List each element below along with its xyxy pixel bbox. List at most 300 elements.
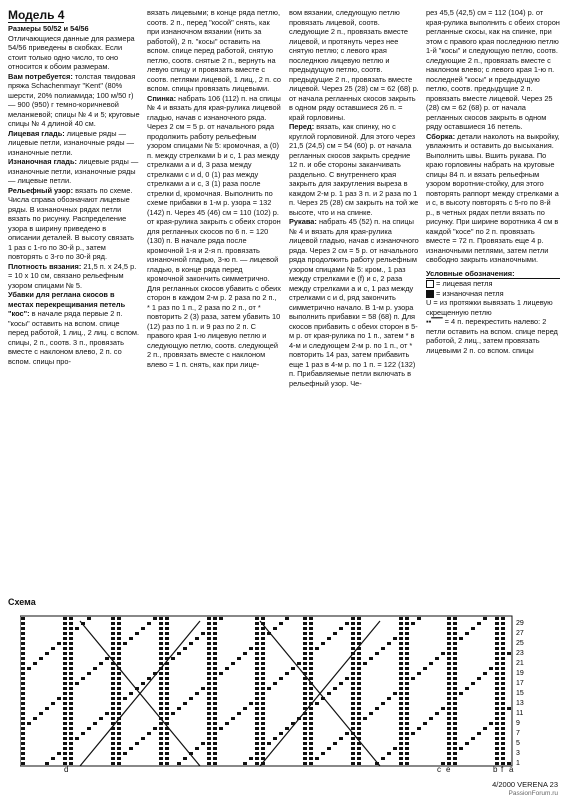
sizes-heading: Размеры 50/52 и 54/56: [8, 24, 89, 33]
purl-cell: [261, 747, 265, 750]
purl-cell: [255, 627, 259, 630]
purl-cell: [351, 757, 355, 760]
purl-cell: [213, 727, 217, 730]
purl-cell: [411, 622, 415, 625]
purl-cell: [225, 722, 229, 725]
purl-cell: [327, 747, 331, 750]
purl-cell: [261, 737, 265, 740]
purl-cell: [99, 717, 103, 720]
purl-cell: [429, 717, 433, 720]
purl-cell: [399, 627, 403, 630]
purl-cell: [453, 717, 457, 720]
purl-cell: [261, 707, 265, 710]
purl-cell: [351, 637, 355, 640]
purl-cell: [207, 747, 211, 750]
purl-cell: [195, 692, 199, 695]
purl-cell: [165, 632, 169, 635]
purl-cell: [261, 667, 265, 670]
purl-cell: [291, 667, 295, 670]
purl-cell: [165, 697, 169, 700]
purl-cell: [117, 727, 121, 730]
purl-cell: [495, 637, 499, 640]
purl-cell: [273, 737, 277, 740]
purl-cell: [213, 712, 217, 715]
row-number: 3: [516, 750, 520, 757]
purl-cell: [477, 622, 481, 625]
purl-cell: [69, 737, 73, 740]
purl-cell: [453, 617, 457, 620]
purl-cell: [21, 742, 25, 745]
purl-cell: [303, 652, 307, 655]
purl-cell: [207, 622, 211, 625]
purl-cell: [165, 642, 169, 645]
purl-cell: [447, 717, 451, 720]
purl-cell: [129, 637, 133, 640]
purl-cell: [111, 687, 115, 690]
purl-cell: [21, 692, 25, 695]
purl-cell: [69, 682, 73, 685]
purl-cell: [159, 672, 163, 675]
purl-cell: [357, 637, 361, 640]
purl-cell: [315, 647, 319, 650]
issue-label: 4/2000 VERENA: [492, 780, 548, 789]
purl-cell: [21, 717, 25, 720]
purl-cell: [357, 667, 361, 670]
purl-cell: [453, 752, 457, 755]
purl-cell: [165, 677, 169, 680]
purl-cell: [141, 737, 145, 740]
purl-cell: [213, 682, 217, 685]
purl-cell: [213, 637, 217, 640]
purl-cell: [111, 672, 115, 675]
purl-cell: [495, 747, 499, 750]
purl-cell: [357, 757, 361, 760]
purl-cell: [459, 692, 463, 695]
purl-cell: [405, 712, 409, 715]
purl-cell: [351, 632, 355, 635]
purl-cell: [405, 627, 409, 630]
purl-cell: [453, 677, 457, 680]
purl-cell: [369, 657, 373, 660]
purl-cell: [357, 687, 361, 690]
purl-cell: [111, 732, 115, 735]
purl-cell: [75, 682, 79, 685]
purl-cell: [501, 742, 505, 745]
purl-cell: [213, 647, 217, 650]
purl-cell: [69, 652, 73, 655]
purl-cell: [63, 667, 67, 670]
purl-cell: [207, 702, 211, 705]
row-number: 5: [516, 740, 520, 747]
purl-cell: [393, 637, 397, 640]
purl-cell: [507, 707, 511, 710]
purl-cell: [207, 762, 211, 765]
purl-cell: [309, 617, 313, 620]
purl-cell: [87, 617, 91, 620]
purl-cell: [117, 757, 121, 760]
purl-cell: [237, 657, 241, 660]
purl-cell: [261, 702, 265, 705]
purl-cell: [165, 747, 169, 750]
knit-stitch-icon: [426, 280, 434, 288]
purl-cell: [117, 762, 121, 765]
purl-cell: [453, 662, 457, 665]
purl-cell: [447, 652, 451, 655]
purl-cell: [501, 702, 505, 705]
purl-cell: [255, 637, 259, 640]
purl-cell: [411, 677, 415, 680]
purl-cell: [495, 712, 499, 715]
purl-cell: [165, 627, 169, 630]
purl-cell: [453, 622, 457, 625]
purl-cell: [255, 707, 259, 710]
purl-cell: [303, 667, 307, 670]
purl-cell: [267, 687, 271, 690]
purl-cell: [309, 667, 313, 670]
purl-cell: [279, 677, 283, 680]
purl-cell: [339, 682, 343, 685]
purl-cell: [45, 707, 49, 710]
purl-cell: [111, 757, 115, 760]
purl-cell: [495, 627, 499, 630]
purl-cell: [501, 722, 505, 725]
purl-cell: [309, 747, 313, 750]
purl-cell: [447, 692, 451, 695]
purl-cell: [399, 682, 403, 685]
purl-cell: [63, 687, 67, 690]
purl-cell: [351, 687, 355, 690]
purl-cell: [447, 622, 451, 625]
purl-cell: [213, 617, 217, 620]
purl-cell: [447, 642, 451, 645]
purl-cell: [399, 712, 403, 715]
purl-cell: [315, 757, 319, 760]
purl-cell: [489, 667, 493, 670]
purl-cell: [495, 677, 499, 680]
purl-cell: [21, 647, 25, 650]
purl-cell: [141, 682, 145, 685]
purl-cell: [207, 752, 211, 755]
purl-cell: [399, 677, 403, 680]
purl-cell: [69, 642, 73, 645]
purl-cell: [399, 717, 403, 720]
purl-cell: [363, 717, 367, 720]
purl-cell: [351, 672, 355, 675]
purl-cell: [309, 627, 313, 630]
purl-cell: [21, 727, 25, 730]
purl-cell: [501, 662, 505, 665]
purl-cell: [111, 717, 115, 720]
purl-cell: [399, 702, 403, 705]
purl-cell: [255, 757, 259, 760]
purl-cell: [351, 617, 355, 620]
purl-cell: [159, 757, 163, 760]
purl-cell: [21, 637, 25, 640]
column-1: [8, 8, 140, 366]
purl-cell: [87, 727, 91, 730]
purl-cell: [303, 692, 307, 695]
purl-cell: [501, 677, 505, 680]
purl-cell: [165, 667, 169, 670]
purl-cell: [405, 672, 409, 675]
model-title: Модель 4: [8, 8, 65, 22]
purl-cell: [159, 702, 163, 705]
purl-cell: [69, 722, 73, 725]
purl-cell: [501, 752, 505, 755]
purl-cell: [255, 632, 259, 635]
purl-cell: [183, 647, 187, 650]
purl-cell: [213, 692, 217, 695]
purl-cell: [111, 692, 115, 695]
purl-cell: [69, 677, 73, 680]
purl-cell: [213, 697, 217, 700]
purl-cell: [255, 672, 259, 675]
purl-cell: [357, 697, 361, 700]
purl-cell: [357, 707, 361, 710]
purl-cell: [141, 627, 145, 630]
purl-cell: [501, 692, 505, 695]
purl-cell: [255, 657, 259, 660]
purl-cell: [405, 687, 409, 690]
purl-cell: [447, 727, 451, 730]
purl-cell: [351, 677, 355, 680]
purl-cell: [399, 637, 403, 640]
purl-cell: [63, 717, 67, 720]
row-number: 21: [516, 660, 524, 667]
purl-cell: [285, 727, 289, 730]
purl-cell: [165, 687, 169, 690]
purl-cell: [453, 727, 457, 730]
purl-cell: [495, 732, 499, 735]
purl-cell: [69, 647, 73, 650]
purl-cell: [201, 632, 205, 635]
purl-cell: [111, 642, 115, 645]
purl-cell: [231, 717, 235, 720]
purl-cell: [159, 657, 163, 660]
purl-cell: [351, 702, 355, 705]
purl-cell: [495, 657, 499, 660]
purl-cell: [351, 717, 355, 720]
row-number: 13: [516, 700, 524, 707]
purl-cell: [483, 617, 487, 620]
purl-cell: [147, 677, 151, 680]
purl-cell: [459, 747, 463, 750]
purl-cell: [117, 712, 121, 715]
purl-cell: [405, 737, 409, 740]
purl-cell: [309, 697, 313, 700]
purl-cell: [357, 617, 361, 620]
purl-cell: [213, 752, 217, 755]
purl-cell: [309, 672, 313, 675]
purl-cell: [309, 737, 313, 740]
purl-cell: [45, 652, 49, 655]
purl-cell: [63, 727, 67, 730]
purl-cell: [117, 647, 121, 650]
purl-cell: [303, 662, 307, 665]
purl-cell: [213, 757, 217, 760]
purl-cell: [213, 657, 217, 660]
purl-cell: [303, 617, 307, 620]
purl-cell: [447, 732, 451, 735]
purl-cell: [51, 702, 55, 705]
purl-cell: [309, 732, 313, 735]
arrow-label-f: f: [501, 765, 504, 774]
purl-cell: [447, 737, 451, 740]
purl-cell: [321, 642, 325, 645]
purl-cell: [189, 697, 193, 700]
purl-cell: [69, 667, 73, 670]
row-number: 9: [516, 720, 520, 727]
purl-cell: [117, 642, 121, 645]
purl-cell: [117, 732, 121, 735]
purl-cell: [51, 647, 55, 650]
arrow-label-c: c: [437, 765, 441, 774]
purl-cell: [399, 667, 403, 670]
purl-cell: [63, 662, 67, 665]
purl-cell: [207, 652, 211, 655]
purl-cell: [111, 667, 115, 670]
purl-cell: [117, 692, 121, 695]
purl-cell: [351, 682, 355, 685]
purl-cell: [159, 662, 163, 665]
purl-cell: [21, 762, 25, 765]
purl-cell: [261, 712, 265, 715]
row-number: 27: [516, 630, 524, 637]
purl-cell: [159, 622, 163, 625]
purl-cell: [21, 707, 25, 710]
purl-cell: [357, 622, 361, 625]
purl-cell: [285, 672, 289, 675]
purl-cell: [399, 737, 403, 740]
purl-cell: [453, 697, 457, 700]
purl-cell: [399, 642, 403, 645]
purl-cell: [147, 732, 151, 735]
relief-heading: Рельефный узор:: [8, 185, 74, 195]
purl-cell: [129, 747, 133, 750]
purl-cell: [303, 717, 307, 720]
purl-cell: [243, 762, 247, 765]
purl-cell: [495, 722, 499, 725]
purl-cell: [105, 712, 109, 715]
purl-cell: [225, 667, 229, 670]
purl-cell: [447, 647, 451, 650]
purl-cell: [75, 737, 79, 740]
purl-cell: [501, 727, 505, 730]
purl-cell: [261, 682, 265, 685]
purl-cell: [207, 712, 211, 715]
purl-cell: [435, 657, 439, 660]
purl-cell: [117, 622, 121, 625]
purl-cell: [405, 727, 409, 730]
purl-cell: [255, 752, 259, 755]
purl-cell: [339, 737, 343, 740]
purl-cell: [213, 747, 217, 750]
relief-text: вязать по схеме. Числа справа обозначают лицевые ряды. В изнаночных рядах петли вязать по рисунку. Распределение узора в ширину приведено в описании деталей. В высоту связать 1 раз с 1-го по 30-й р., затем повторять с 3-го по 30-й ряд.: [8, 185, 134, 261]
purl-cell: [159, 747, 163, 750]
purl-cell: [495, 702, 499, 705]
purl-cell: [309, 762, 313, 765]
purl-cell: [405, 732, 409, 735]
purl-cell: [495, 647, 499, 650]
row-number: 23: [516, 650, 524, 657]
purl-cell: [411, 732, 415, 735]
purl-cell: [303, 632, 307, 635]
purl-cell: [405, 622, 409, 625]
purl-cell: [375, 707, 379, 710]
purl-cell: [255, 697, 259, 700]
purl-cell: [417, 672, 421, 675]
purl-cell: [207, 642, 211, 645]
purl-cell: [387, 752, 391, 755]
purl-cell: [267, 742, 271, 745]
purl-cell: [111, 707, 115, 710]
purl-cell: [207, 672, 211, 675]
purl-cell: [357, 712, 361, 715]
purl-cell: [363, 662, 367, 665]
purl-cell: [255, 702, 259, 705]
purl-cell: [237, 712, 241, 715]
purl-cell: [303, 682, 307, 685]
purl-cell: [153, 727, 157, 730]
purl-cell: [159, 647, 163, 650]
purl-cell: [255, 747, 259, 750]
purl-cell: [399, 697, 403, 700]
purl-cell: [453, 732, 457, 735]
purl-cell: [159, 632, 163, 635]
page-footer: [492, 780, 558, 789]
purl-cell: [171, 712, 175, 715]
purl-cell: [357, 727, 361, 730]
purl-cell: [63, 637, 67, 640]
purl-cell: [357, 657, 361, 660]
purl-cell: [345, 622, 349, 625]
purl-cell: [123, 642, 127, 645]
purl-cell: [63, 712, 67, 715]
purl-cell: [255, 677, 259, 680]
purl-cell: [303, 657, 307, 660]
purl-cell: [69, 757, 73, 760]
column-2: [147, 8, 281, 369]
purl-cell: [111, 622, 115, 625]
purl-cell: [447, 702, 451, 705]
purl-cell: [507, 652, 511, 655]
purl-cell: [453, 722, 457, 725]
purl-cell: [471, 627, 475, 630]
purl-cell: [69, 712, 73, 715]
purl-cell: [159, 752, 163, 755]
purl-cell: [63, 672, 67, 675]
purl-cell: [459, 637, 463, 640]
purl-cell: [357, 702, 361, 705]
purl-cell: [501, 667, 505, 670]
row-number: 17: [516, 680, 524, 687]
purl-cell: [69, 707, 73, 710]
purl-cell: [33, 662, 37, 665]
purl-cell: [501, 637, 505, 640]
purl-cell: [117, 672, 121, 675]
purl-cell: [69, 657, 73, 660]
purl-cell: [351, 722, 355, 725]
purl-cell: [255, 662, 259, 665]
purl-cell: [159, 627, 163, 630]
purl-cell: [111, 632, 115, 635]
purl-cell: [63, 647, 67, 650]
purl-cell: [111, 742, 115, 745]
purl-cell: [255, 722, 259, 725]
purl-cell: [207, 662, 211, 665]
purl-cell: [447, 677, 451, 680]
purl-cell: [255, 667, 259, 670]
